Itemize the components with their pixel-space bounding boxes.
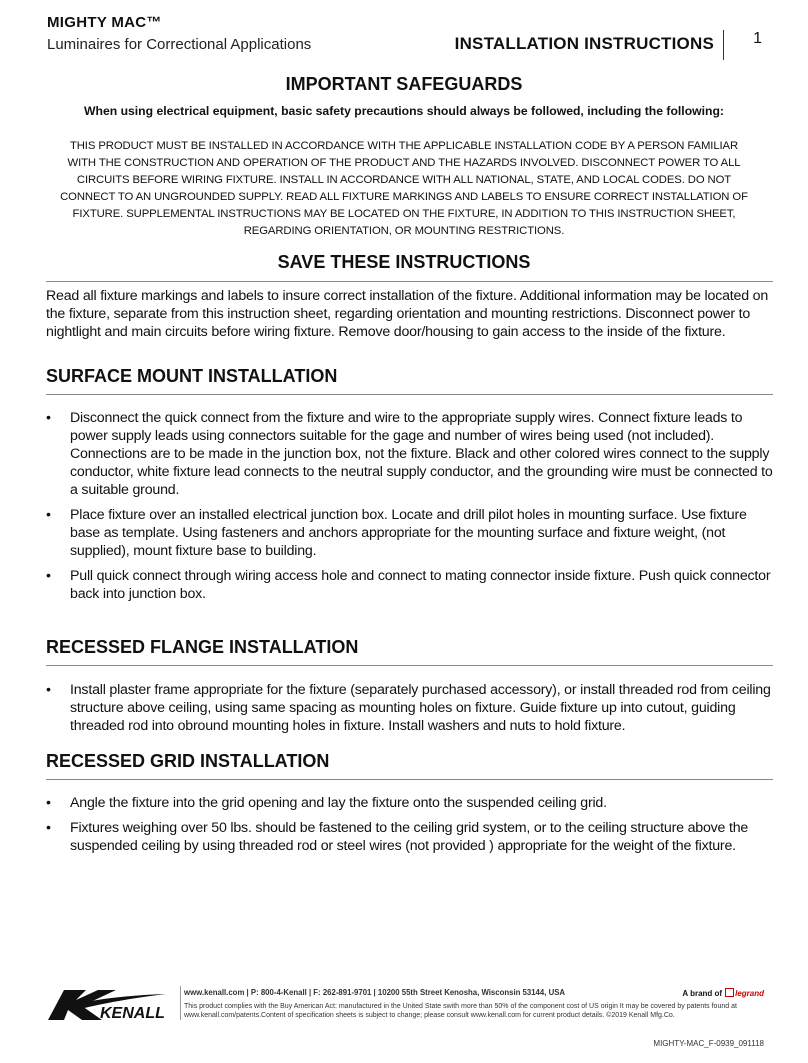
page-footer xyxy=(46,982,764,1052)
step-text: Place fixture over an installed electrical junction box. Locate and drill pilot holes in mounting surface. Use fixture base as template. Using fasteners and anchors appropriate for the mounting surface and fixture weight, (not supplied), mount fixture base to building. xyxy=(70,507,747,559)
bullet-icon: • xyxy=(46,795,51,811)
footer-divider xyxy=(180,986,181,1020)
safeguards-heading: IMPORTANT SAFEGUARDS xyxy=(285,74,523,94)
recessed-flange-heading: RECESSED FLANGE INSTALLATION xyxy=(46,637,359,657)
step-text: Disconnect the quick connect from the fixture and wire to the appropriate supply wires. Connect fixture leads to power supply leads using connectors suitable for the gage and number of wires being used (not included). Connections are to be made in the junction box, not the fixture. Black and other colored wires connect to the supply conductor, white fixture lead connects to the neutral supply conductor, and the grounding wire must be connected to a suitable ground. xyxy=(70,410,773,498)
document-title: INSTALLATION INSTRUCTIONS xyxy=(454,34,714,53)
divider-rule xyxy=(46,665,773,666)
legrand-square-icon xyxy=(725,988,734,997)
divider-rule xyxy=(46,779,773,780)
step-text: Fixtures weighing over 50 lbs. should be fastened to the ceiling grid system, or to the ceiling structure above the suspended ceiling by using threaded rod or steel wires (not provided ) appropriate for the weight of the fixture. xyxy=(70,820,749,854)
recessed-grid-heading: RECESSED GRID INSTALLATION xyxy=(46,751,330,771)
brand-prefix: A brand of xyxy=(682,989,723,998)
legal-notice: This product complies with the Buy American Act: manufactured in the United State swith more than 50% of the component cost of US origin It may be covered by patents found at www.kenall.com/patents.Content of specification sheets is subject to change; please consult www.kenall.com for current product details. ©2019 Kenall Mfg.Co. xyxy=(184,1003,737,1019)
divider-rule xyxy=(46,281,773,282)
bullet-icon: • xyxy=(46,820,51,836)
kenall-logo xyxy=(46,984,172,1024)
product-name: MIGHTY MAC™ xyxy=(47,14,162,31)
bullet-icon: • xyxy=(46,507,51,523)
intro-paragraph: Read all fixture markings and labels to insure correct installation of the fixture. Additional information may be located on the fixture, separate from this instruction sheet, regarding orientation and mounting restrictions. Disconnect power to nightlight and main circuits before wiring fixture. Remove door/housing to gain access to the inside of the fixture. xyxy=(46,288,769,340)
save-instructions-heading: SAVE THESE INSTRUCTIONS xyxy=(277,252,531,272)
recessed-flange-steps xyxy=(46,681,776,742)
step-text: Angle the fixture into the grid opening and lay the fixture onto the suspended ceiling grid. xyxy=(70,795,607,811)
page-number: 1 xyxy=(753,30,762,47)
safety-warning-text: THIS PRODUCT MUST BE INSTALLED IN ACCORDANCE WITH THE APPLICABLE INSTALLATION CODE BY A PERSON FAMILIAR WITH THE CONSTRUCTION AND OPERATION OF THE PRODUCT AND THE HAZARDS INVOLVED. DISCONNECT POWER TO ALL CIRCUITS BEFORE WIRING FIXTURE. INSTALL IN ACCORDANCE WITH ALL NATIONAL, STATE, AND LOCAL CODES. DO NOT CONNECT TO AN UNGROUNDED SUPPLY. READ ALL FIXTURE MARKINGS AND LABELS TO ENSURE CORRECT INSTALLATION OF FIXTURE. SUPPLEMENTAL INSTRUCTIONS MAY BE LOCATED ON THE FIXTURE, IN ADDITION TO THIS INSTRUCTION SHEET, REGARDING ORIENTATION, OR MOUNTING RESTRICTIONS. xyxy=(60,140,748,237)
svg-text:KENALL: KENALL xyxy=(100,1005,165,1022)
document-code: MIGHTY-MAC_F-0939_091118 xyxy=(653,1039,764,1048)
safeguards-subheading: When using electrical equipment, basic safety precautions should always be followed, including the following: xyxy=(84,104,724,118)
list-item xyxy=(46,819,776,855)
list-item xyxy=(46,794,776,812)
recessed-grid-steps xyxy=(46,794,776,862)
bullet-icon: • xyxy=(46,410,51,426)
bullet-icon: • xyxy=(46,568,51,584)
brand-attribution xyxy=(682,988,764,998)
surface-mount-heading: SURFACE MOUNT INSTALLATION xyxy=(46,366,338,386)
list-item xyxy=(46,409,776,499)
divider-rule xyxy=(46,394,773,395)
list-item xyxy=(46,567,776,603)
legrand-logo: legrand xyxy=(735,989,764,998)
header-divider xyxy=(723,30,724,60)
list-item xyxy=(46,506,776,560)
page-header xyxy=(47,14,762,60)
surface-mount-steps xyxy=(46,409,776,610)
step-text: Pull quick connect through wiring access hole and connect to mating connector inside fixture. Push quick connector back into junction box. xyxy=(70,568,771,602)
contact-info: www.kenall.com | P: 800-4-Kenall | F: 262-891-9701 | 10200 55th Street Kenosha, Wisconsin 53144, USA xyxy=(184,988,566,997)
step-text: Install plaster frame appropriate for the fixture (separately purchased accessory), or install threaded rod from ceiling structure above ceiling, using same spacing as mounting holes on fixture. Guide fixture up into cutout, guiding threaded rod into obround mounting holes in fixture. Install washers and nuts to hold fixture. xyxy=(70,682,771,734)
bullet-icon: • xyxy=(46,682,51,698)
list-item xyxy=(46,681,776,735)
product-subtitle: Luminaires for Correctional Applications xyxy=(47,36,312,53)
